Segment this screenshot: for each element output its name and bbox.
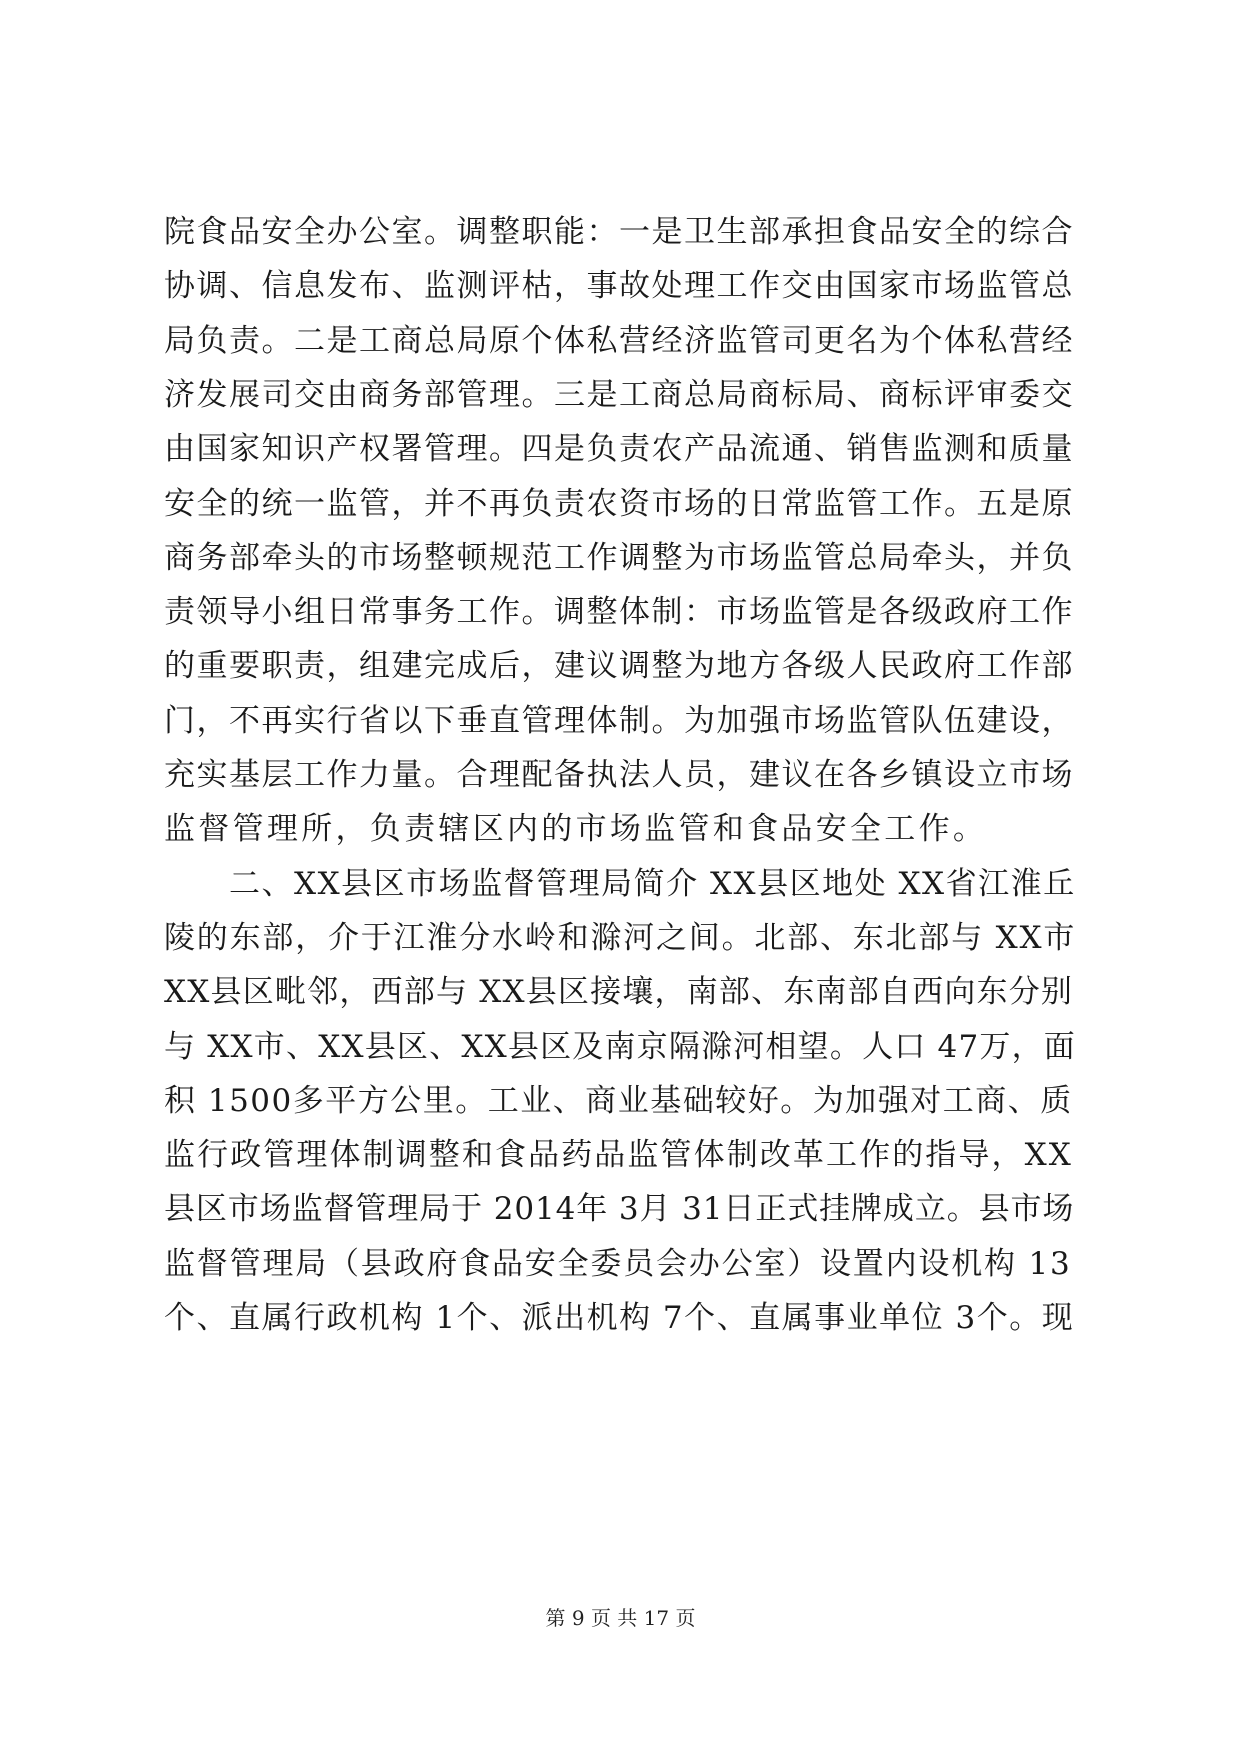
- text-line: 监行政管理体制调整和食品药品监管体制改革工作的指导，XX: [164, 1137, 1073, 1174]
- text-line: 个、直属行政机构 1个、派出机构 7个、直属事业单位 3个。现: [164, 1300, 1075, 1336]
- text-line: 的重要职责，组建完成后，建议调整为地方各级人民政府工作部: [164, 648, 1074, 685]
- text-line: 局负责。二是工商总局原个体私营经济监管司更名为个体私营经: [164, 322, 1074, 359]
- text-line: 二、XX县区市场监督管理局简介 XX县区地处 XX省江淮丘: [164, 865, 1076, 902]
- text-line: 安全的统一监管，并不再负责农资市场的日常监管工作。五是原: [164, 485, 1074, 522]
- page-footer: 第 9 页 共 17 页: [545, 1606, 696, 1630]
- text-line: 责领导小组日常事务工作。调整体制：市场监管是各级政府工作: [164, 594, 1074, 631]
- text-line: 商务部牵头的市场整顿规范工作调整为市场监管总局牵头，并负: [164, 539, 1074, 576]
- text-line: 院食品安全办公室。调整职能：一是卫生部承担食品安全的综合: [164, 214, 1074, 250]
- text-line: 由国家知识产权署管理。四是负责农产品流通、销售监测和质量: [164, 431, 1074, 468]
- text-line: 陵的东部，介于江淮分水岭和滁河之间。北部、东北部与 XX市: [164, 919, 1077, 956]
- text-line: 监督管理所，负责辖区内的市场监管和食品安全工作。: [164, 811, 988, 848]
- text-line: 与 XX市、XX县区、XX县区及南京隔滁河相望。人口 47万，面: [164, 1028, 1076, 1065]
- text-line: 济发展司交由商务部管理。三是工商总局商标局、商标评审委交: [164, 376, 1074, 413]
- text-line: 协调、信息发布、监测评枯，事故处理工作交由国家市场监管总: [164, 268, 1074, 305]
- text-line: 充实基层工作力量。合理配备执法人员，建议在各乡镇设立市场: [164, 757, 1074, 793]
- text-line: XX县区毗邻，西部与 XX县区接壤，南部、东南部自西向东分别: [164, 974, 1074, 1011]
- text-line: 门，不再实行省以下垂直管理体制。为加强市场监管队伍建设，: [164, 702, 1074, 739]
- text-line: 监督管理局（县政府食品安全委员会办公室）设置内设机构 13: [164, 1245, 1072, 1282]
- text-line: 积 1500多平方公里。工业、商业基础较好。为加强对工商、质: [164, 1082, 1073, 1119]
- text-line: 县区市场监督管理局于 2014年 3月 31日正式挂牌成立。县市场: [164, 1191, 1075, 1228]
